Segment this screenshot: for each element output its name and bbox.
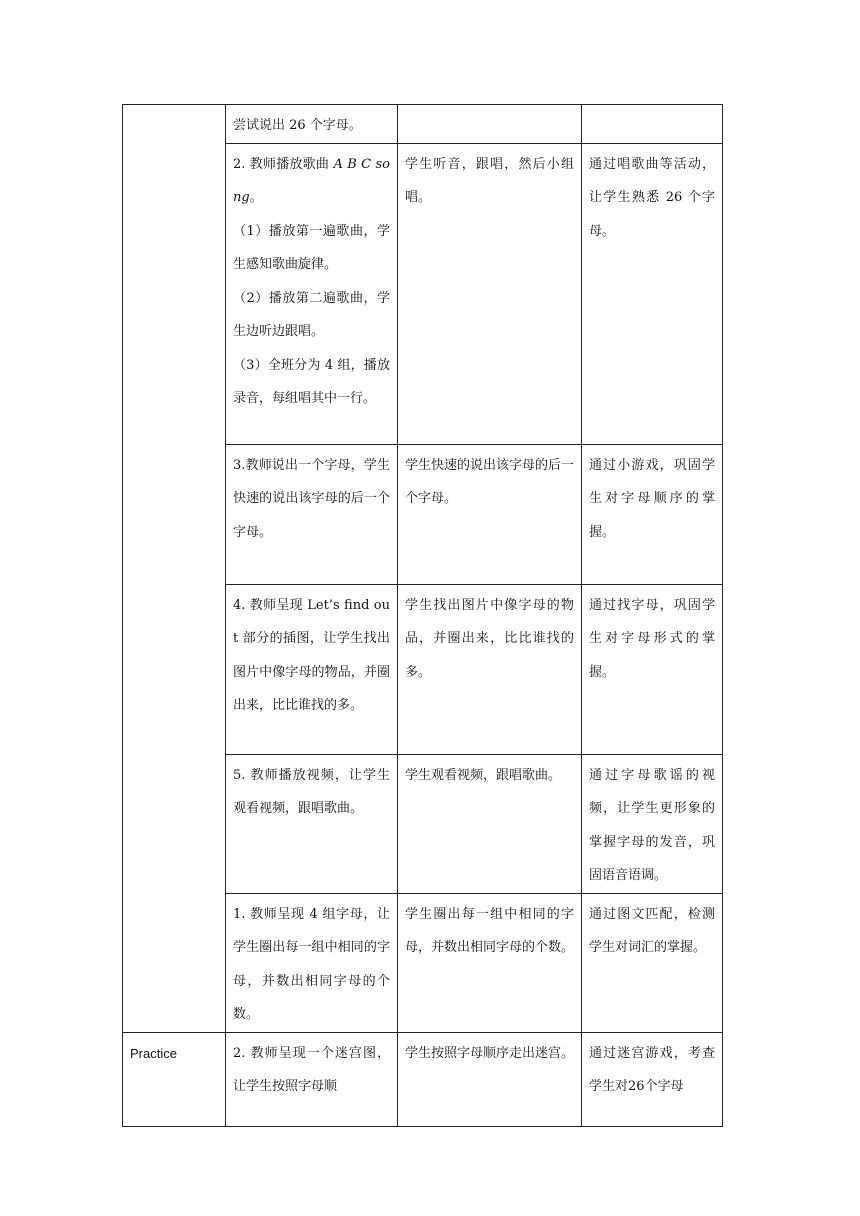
student-activity-cell: 学生按照字母顺序走出迷宫。: [398, 1032, 582, 1126]
teacher-activity-cell: 2. 教师呈现一个迷宫图，让学生按照字母顺: [226, 1032, 398, 1126]
purpose-cell: 通过图文匹配，检测学生对词汇的掌握。: [582, 893, 723, 1032]
student-activity-cell: 学生快速的说出该字母的后一个字母。: [398, 444, 582, 584]
stage-cell-practice: Practice: [123, 1032, 226, 1126]
table-row: [123, 105, 723, 144]
table-row: [123, 1032, 723, 1126]
teacher-activity-cell: 尝试说出 26 个字母。: [226, 105, 398, 144]
student-activity-cell: [398, 105, 582, 144]
stage-cell-empty: [123, 105, 226, 1033]
purpose-cell: 通过迷宫游戏，考查学生对26个字母: [582, 1032, 723, 1126]
song-title: A B C song: [233, 156, 390, 205]
purpose-cell: 通过唱歌曲等活动，让学生熟悉 26 个字母。: [582, 143, 723, 444]
teacher-activity-cell: 3.教师说出一个字母，学生快速的说出该字母的后一个字母。: [226, 444, 398, 584]
student-activity-cell: 学生听音，跟唱，然后小组唱。: [398, 143, 582, 444]
purpose-cell: 通过小游戏，巩固学生对字母顺序的掌握。: [582, 444, 723, 584]
teacher-activity-cell: 5. 教师播放视频，让学生观看视频，跟唱歌曲。: [226, 754, 398, 893]
purpose-cell: 通过找字母，巩固学生对字母形式的掌握。: [582, 584, 723, 754]
student-activity-cell: 学生找出图片中像字母的物品，并圈出来，比比谁找的多。: [398, 584, 582, 754]
student-activity-cell: 学生圈出每一组中相同的字母，并数出相同字母的个数。: [398, 893, 582, 1032]
teacher-activity-cell: 1. 教师呈现 4 组字母，让学生圈出每一组中相同的字母，并数出相同字母的个数。: [226, 893, 398, 1032]
student-activity-cell: 学生观看视频，跟唱歌曲。: [398, 754, 582, 893]
teacher-activity-cell: 4. 教师呈现 Let’s find out 部分的插图，让学生找出图片中像字母的物品，并圈出来，比比谁找的多。: [226, 584, 398, 754]
teacher-activity-cell: 2. 教师播放歌曲 A B C song。 （1）播放第一遍歌曲，学生感知歌曲旋律。 （2）播放第二遍歌曲，学生边听边跟唱。 （3）全班分为 4 组，播放录音，每组唱其中一行。: [226, 143, 398, 444]
purpose-cell: [582, 105, 723, 144]
lesson-plan-table: [122, 104, 723, 1127]
purpose-cell: 通过字母歌谣的视频，让学生更形象的掌握字母的发音，巩固语音语调。: [582, 754, 723, 893]
